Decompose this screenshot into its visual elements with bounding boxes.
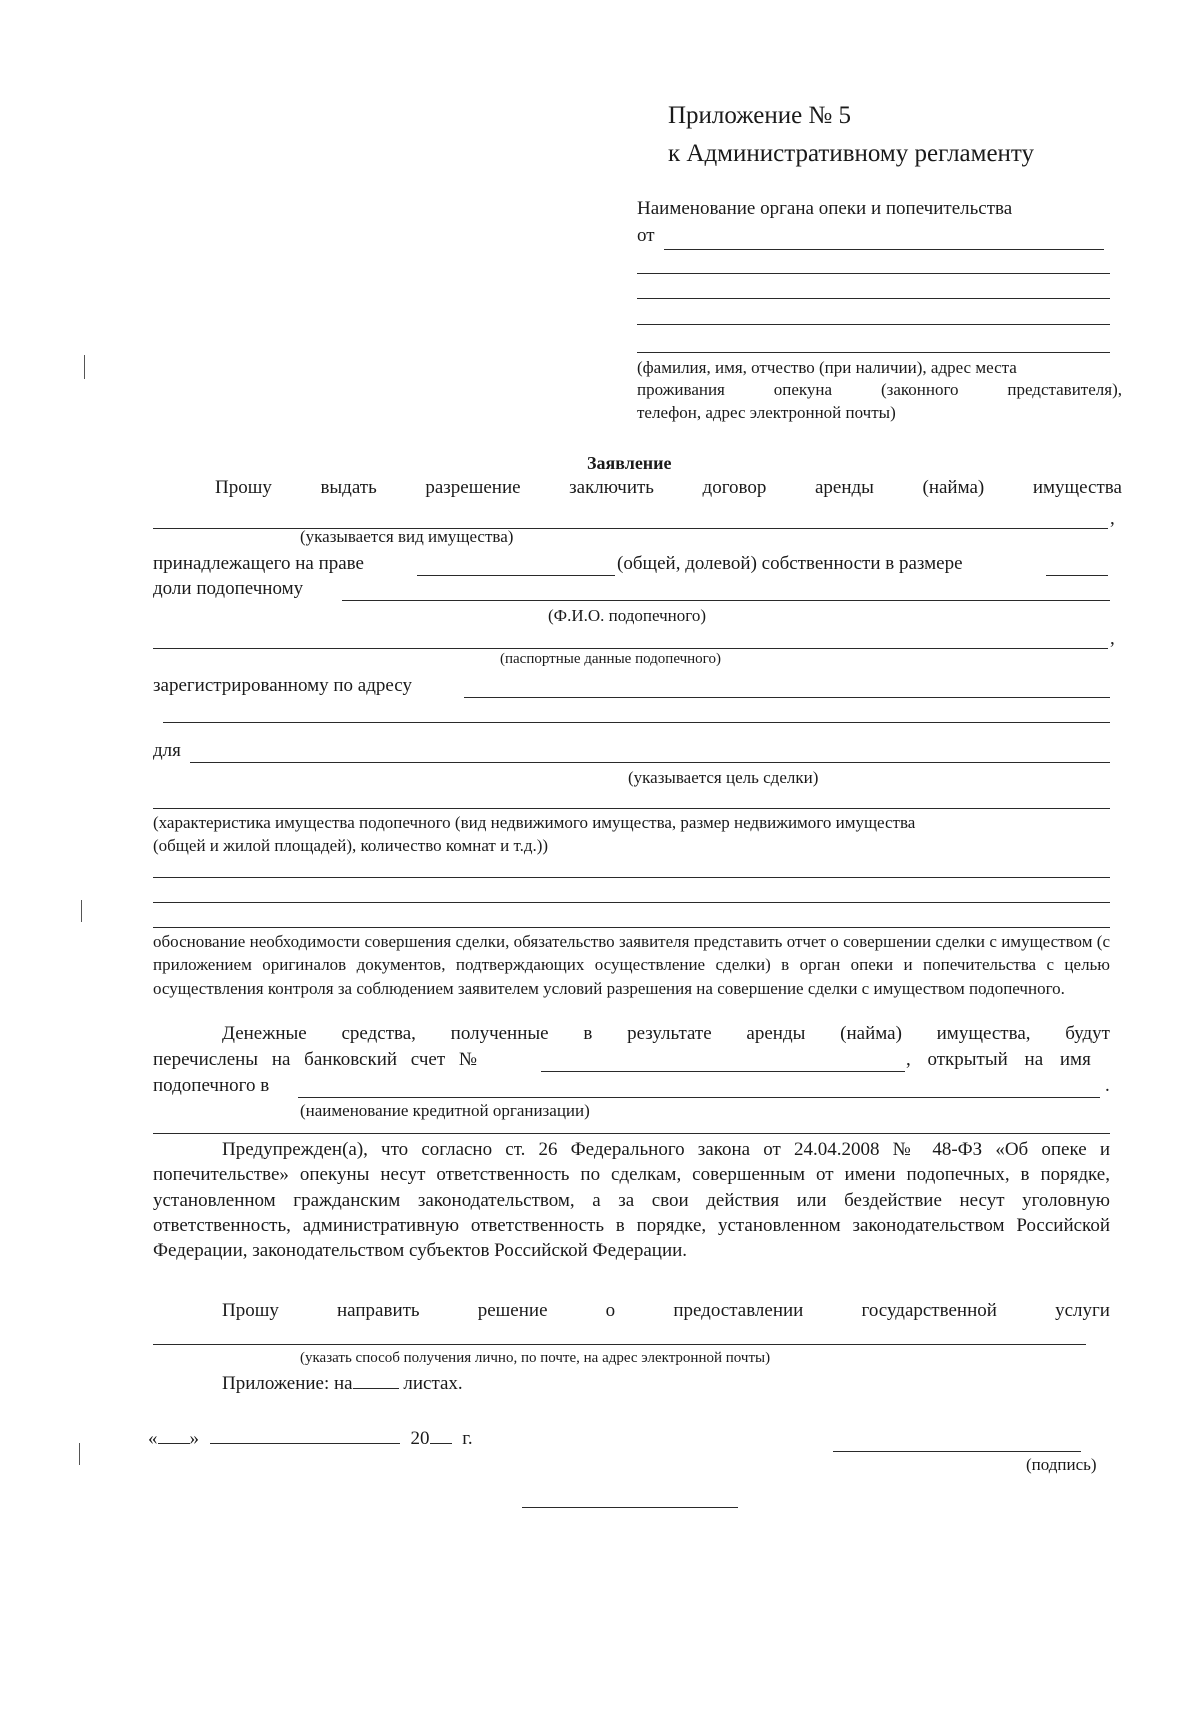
property-type-hint: (указывается вид имущества) xyxy=(300,527,514,546)
send-word: Прошу xyxy=(222,1300,279,1321)
document-title: Заявление xyxy=(587,453,672,473)
property-type-field[interactable] xyxy=(153,528,1108,529)
bank-name-field[interactable] xyxy=(298,1097,1100,1098)
applicant-hint-line1: (фамилия, имя, отчество (при наличии), адрес места xyxy=(637,358,1017,377)
send-word: решение xyxy=(477,1300,548,1321)
characteristics-field[interactable] xyxy=(153,808,1110,809)
from-field-line[interactable] xyxy=(664,249,1104,250)
appendix-title: Приложение № 5 xyxy=(668,102,852,129)
bottom-separator-line xyxy=(522,1507,738,1508)
share-label: доли подопечному xyxy=(153,578,304,599)
funds-word: Денежные xyxy=(222,1023,307,1044)
from-label: от xyxy=(637,225,655,246)
date-day-field[interactable] xyxy=(158,1429,190,1444)
bank-account-field[interactable] xyxy=(541,1071,905,1072)
date-year-prefix: 20 xyxy=(410,1428,430,1449)
appendix-subtitle: к Административному регламенту xyxy=(668,140,1035,167)
request-word: (найма) xyxy=(922,477,985,498)
request-word: Прошу xyxy=(215,477,272,498)
signature-hint: (подпись) xyxy=(1026,1455,1097,1474)
passport-comma: , xyxy=(1110,628,1115,649)
share-size-field[interactable] xyxy=(1046,575,1108,576)
applicant-field-line-4[interactable] xyxy=(637,324,1110,325)
bank-hint: (наименование кредитной организации) xyxy=(300,1101,590,1120)
send-line xyxy=(222,1300,1110,1322)
passport-hint: (паспортные данные подопечного) xyxy=(500,651,721,667)
ward-name-hint: (Ф.И.О. подопечного) xyxy=(548,606,706,625)
ownership-text: (общей, долевой) собственности в размере xyxy=(617,553,963,574)
request-word: выдать xyxy=(320,477,377,498)
funds-word: средства, xyxy=(341,1023,416,1044)
characteristics-hint-line1: (характеристика имущества подопечного (вид недвижимого имущества, размер недвижимого имущества xyxy=(153,813,916,832)
delivery-method-field[interactable] xyxy=(153,1344,1086,1345)
send-word: государственной xyxy=(861,1300,997,1321)
applicant-hint-word: проживания xyxy=(637,380,725,399)
applicant-field-line-3[interactable] xyxy=(637,298,1110,299)
funds-word: аренды xyxy=(746,1023,806,1044)
send-word: о xyxy=(605,1300,616,1321)
characteristics-field-3[interactable] xyxy=(153,902,1110,903)
property-type-comma: , xyxy=(1110,508,1115,529)
funds-word: будут xyxy=(1065,1023,1110,1044)
characteristics-hint-line2: (общей и жилой площадей), количество комнат и т.д.)) xyxy=(153,836,549,855)
date-month-field[interactable] xyxy=(210,1429,400,1444)
date-year-suffix: г. xyxy=(462,1428,473,1449)
bank-separator-line xyxy=(153,1133,1110,1134)
for-label: для xyxy=(153,740,181,761)
applicant-field-line-2[interactable] xyxy=(637,273,1110,274)
address-field[interactable] xyxy=(464,697,1110,698)
authority-label: Наименование органа опеки и попечительства xyxy=(637,198,1013,219)
request-word: имущества xyxy=(1032,477,1122,498)
scan-mark-1 xyxy=(84,355,85,379)
registered-label: зарегистрированному по адресу xyxy=(153,675,412,696)
date-line xyxy=(148,1428,473,1450)
funds-line1 xyxy=(222,1023,1110,1045)
warning-text xyxy=(153,1137,1110,1263)
passport-field[interactable] xyxy=(153,648,1108,649)
applicant-hint-word: (законного xyxy=(880,380,959,399)
owned-label: принадлежащего на праве xyxy=(153,553,364,574)
funds-word: (найма) xyxy=(840,1023,902,1044)
attachment-pages-field[interactable] xyxy=(353,1374,399,1389)
scan-mark-2 xyxy=(81,900,82,922)
applicant-field-line-5[interactable] xyxy=(637,352,1110,353)
request-word: разрешение xyxy=(425,477,521,498)
ownership-right-field[interactable] xyxy=(417,575,615,576)
request-line xyxy=(215,477,1122,499)
send-word: услуги xyxy=(1055,1300,1110,1321)
signature-field[interactable] xyxy=(833,1451,1081,1452)
ward-name-field[interactable] xyxy=(342,600,1110,601)
address-field-2[interactable] xyxy=(163,722,1110,723)
purpose-field[interactable] xyxy=(190,762,1110,763)
scan-mark-3 xyxy=(79,1443,80,1465)
funds-line3-end: . xyxy=(1105,1075,1110,1096)
attachment-start: Приложение: на xyxy=(222,1373,353,1394)
date-open-quote: « xyxy=(148,1428,158,1449)
funds-line3-start: подопечного в xyxy=(153,1075,270,1096)
purpose-hint: (указывается цель сделки) xyxy=(628,768,819,787)
characteristics-field-2[interactable] xyxy=(153,877,1110,878)
justification-text: обоснование необходимости совершения сделки, обязательство заявителя представить отчет о совершении сделки с имуществом (с приложением оригиналов документов, подтверждающих осуществление сделки) в орган опеки и попечительства с целью осуществления контроля за соблюдением заявителем условий разрешения на совершение сделки с имуществом подопечного. xyxy=(153,932,1110,998)
request-word: аренды xyxy=(814,477,874,498)
attachment-line xyxy=(222,1373,463,1395)
funds-word: результате xyxy=(627,1023,712,1044)
date-close-quote: » xyxy=(189,1428,199,1449)
attachment-end: листах. xyxy=(403,1373,463,1394)
funds-line2-start: перечислены на банковский счет № xyxy=(153,1049,478,1070)
applicant-hint-line2 xyxy=(637,380,1122,400)
justification-field[interactable] xyxy=(153,927,1110,928)
delivery-hint: (указать способ получения лично, по почте, на адрес электронной почты) xyxy=(300,1350,771,1366)
applicant-hint-word: опекуна xyxy=(773,380,833,399)
funds-word: имущества, xyxy=(936,1023,1031,1044)
funds-line2-end: , открытый на имя xyxy=(906,1049,1091,1070)
applicant-hint-line3: телефон, адрес электронной почты) xyxy=(637,403,896,422)
request-word: заключить xyxy=(569,477,654,498)
send-word: направить xyxy=(337,1300,420,1321)
warning-content: Предупрежден(а), что согласно ст. 26 Федерального закона от 24.04.2008 № 48-ФЗ «Об опеке и попечительстве» опекуны несут ответственность по сделкам, совершенным от имени подопечных, в порядке, установленном гражданским законодательством, а за свои действия или бездействие несут уголовную ответственность, административную ответственность в порядке, установленном законодательством Российской Федерации, законодательством субъектов Российской Федерации. xyxy=(153,1139,1110,1262)
send-word: предоставлении xyxy=(673,1300,804,1321)
date-year-field[interactable] xyxy=(430,1429,452,1444)
applicant-hint-word: представителя), xyxy=(1007,380,1122,399)
funds-word: полученные xyxy=(450,1023,549,1044)
funds-word: в xyxy=(583,1023,593,1044)
request-word: договор xyxy=(702,477,767,498)
